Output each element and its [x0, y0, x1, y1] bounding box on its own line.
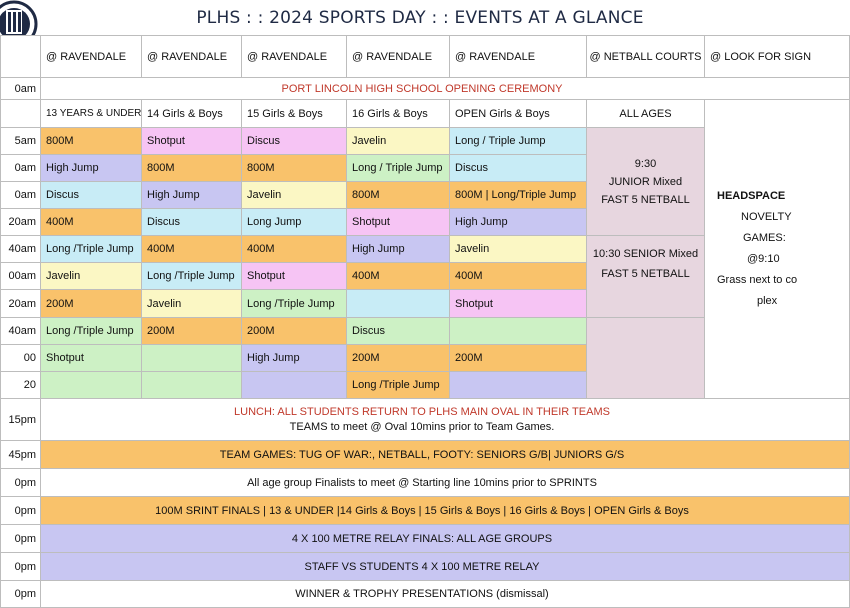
group-cell: ALL AGES	[587, 100, 705, 128]
event-cell: Shotput	[41, 345, 142, 372]
event-cell: Shotput	[242, 263, 347, 290]
location-cell: @ RAVENDALE	[41, 36, 142, 78]
junior-netball-cell	[587, 128, 705, 236]
event-cell: High Jump	[41, 155, 142, 182]
headspace-line: Grass next to co	[717, 274, 798, 286]
headspace-cell	[705, 100, 850, 399]
event-cell: 200M	[142, 318, 242, 345]
location-cell: @ RAVENDALE	[142, 36, 242, 78]
event-cell	[41, 372, 142, 399]
time-cell: 00	[1, 345, 41, 372]
time-cell: 20am	[1, 209, 41, 236]
time-cell: 40am	[1, 236, 41, 263]
time-cell: 0am	[1, 78, 41, 100]
event-cell: 400M	[450, 263, 587, 290]
page-title: PLHS : : 2024 SPORTS DAY : : EVENTS AT A GLANCE	[196, 8, 644, 28]
event-cell: 400M	[41, 209, 142, 236]
lunch-row	[1, 399, 850, 441]
event-cell: Discus	[142, 209, 242, 236]
event-cell: 800M	[41, 128, 142, 155]
netball-format: FAST 5 NETBALL	[601, 193, 690, 206]
lunch-line: TEAMS to meet @ Oval 10mins prior to Team Games.	[289, 420, 555, 433]
group-cell: OPEN Girls & Boys	[450, 100, 587, 128]
staff-relay-cell: STAFF VS STUDENTS 4 X 100 METRE RELAY	[41, 553, 850, 581]
time-cell: 0am	[1, 155, 41, 182]
event-cell: High Jump	[142, 182, 242, 209]
time-cell: 0pm	[1, 469, 41, 497]
opening-row	[1, 78, 850, 100]
event-cell: 800M | Long/Triple Jump	[450, 182, 587, 209]
netball-empty-cell	[587, 318, 705, 399]
event-cell: Discus	[347, 318, 450, 345]
finalists-cell: All age group Finalists to meet @ Starting line 10mins prior to SPRINTS	[41, 469, 850, 497]
event-cell: 400M	[347, 263, 450, 290]
lunch-cell	[41, 399, 850, 441]
netball-format: FAST 5 NETBALL	[601, 268, 690, 280]
event-cell: 200M	[41, 290, 142, 318]
group-cell: 15 Girls & Boys	[242, 100, 347, 128]
headspace-line: @9:10	[747, 253, 780, 265]
event-cell: Long /Triple Jump	[41, 236, 142, 263]
presentations-row	[1, 581, 850, 608]
headspace-title: HEADSPACE	[717, 190, 786, 202]
team-games-row	[1, 441, 850, 469]
event-cell: Long Jump	[242, 209, 347, 236]
time-cell: 00am	[1, 263, 41, 290]
netball-time: 9:30	[634, 157, 657, 170]
event-cell: Long /Triple Jump	[142, 263, 242, 290]
senior-netball-cell	[587, 236, 705, 318]
corner-cell	[1, 36, 41, 78]
event-cell: Javelin	[142, 290, 242, 318]
event-cell: 400M	[242, 236, 347, 263]
event-cell: Shotput	[142, 128, 242, 155]
event-cell: Shotput	[347, 209, 450, 236]
headspace-line: plex	[757, 295, 778, 307]
event-cell	[450, 372, 587, 399]
event-cell	[347, 290, 450, 318]
event-cell: 200M	[347, 345, 450, 372]
sprint-finals-row	[1, 497, 850, 525]
time-cell: 20am	[1, 290, 41, 318]
event-cell	[142, 345, 242, 372]
time-cell: 0pm	[1, 581, 41, 608]
event-cell: Discus	[242, 128, 347, 155]
event-cell: High Jump	[450, 209, 587, 236]
event-cell: 200M	[450, 345, 587, 372]
event-cell: 800M	[242, 155, 347, 182]
event-cell: Long /Triple Jump	[242, 290, 347, 318]
time-cell: 0pm	[1, 525, 41, 553]
event-cell: Javelin	[242, 182, 347, 209]
group-cell: 13 YEARS & UNDER	[41, 100, 142, 128]
headspace-line: GAMES:	[743, 232, 786, 244]
netball-division: JUNIOR Mixed	[608, 175, 683, 188]
time-cell: 0am	[1, 182, 41, 209]
location-cell: @ NETBALL COURTS	[587, 36, 705, 78]
sprint-finals-cell: 100M SRINT FINALS | 13 & UNDER |14 Girls & Boys | 15 Girls & Boys | 16 Girls & Boys | OPEN Girls & Boys	[41, 497, 850, 525]
relay-finals-row	[1, 525, 850, 553]
event-cell: Discus	[450, 155, 587, 182]
event-cell: Discus	[41, 182, 142, 209]
lunch-line: LUNCH: ALL STUDENTS RETURN TO PLHS MAIN OVAL IN THEIR TEAMS	[234, 405, 610, 418]
event-cell: 400M	[142, 236, 242, 263]
headspace-line: NOVELTY	[741, 211, 792, 223]
event-cell: 200M	[242, 318, 347, 345]
event-cell: Javelin	[347, 128, 450, 155]
staff-relay-row	[1, 553, 850, 581]
location-cell: @ RAVENDALE	[242, 36, 347, 78]
time-cell: 0pm	[1, 497, 41, 525]
group-cell: 16 Girls & Boys	[347, 100, 450, 128]
event-cell	[450, 318, 587, 345]
location-cell: @ RAVENDALE	[450, 36, 587, 78]
events-table	[0, 35, 850, 608]
event-cell	[242, 372, 347, 399]
team-games-cell: TEAM GAMES: TUG OF WAR:, NETBALL, FOOTY: SENIORS G/B| JUNIORS G/S	[41, 441, 850, 469]
time-cell: 5am	[1, 128, 41, 155]
event-cell: Javelin	[41, 263, 142, 290]
event-cell: 800M	[347, 182, 450, 209]
time-cell: 40am	[1, 318, 41, 345]
group-cell: 14 Girls & Boys	[142, 100, 242, 128]
event-cell: Long / Triple Jump	[347, 155, 450, 182]
location-row	[1, 36, 850, 78]
relay-finals-cell: 4 X 100 METRE RELAY FINALS: ALL AGE GROUPS	[41, 525, 850, 553]
event-cell: Javelin	[450, 236, 587, 263]
time-cell: 0pm	[1, 553, 41, 581]
finalists-row	[1, 469, 850, 497]
location-cell: @ LOOK FOR SIGN	[705, 36, 850, 78]
time-cell: 20	[1, 372, 41, 399]
event-cell: High Jump	[347, 236, 450, 263]
event-cell	[142, 372, 242, 399]
event-cell: 800M	[142, 155, 242, 182]
event-cell: Long /Triple Jump	[41, 318, 142, 345]
presentations-cell: WINNER & TROPHY PRESENTATIONS (dismissal)	[41, 581, 850, 608]
event-cell: Long / Triple Jump	[450, 128, 587, 155]
opening-ceremony: PORT LINCOLN HIGH SCHOOL OPENING CEREMONY	[41, 78, 850, 100]
time-cell: 15pm	[1, 399, 41, 441]
location-cell: @ RAVENDALE	[347, 36, 450, 78]
event-cell: Shotput	[450, 290, 587, 318]
group-row	[1, 100, 850, 128]
time-cell: 45pm	[1, 441, 41, 469]
event-cell: Long /Triple Jump	[347, 372, 450, 399]
event-cell: High Jump	[242, 345, 347, 372]
netball-division: 10:30 SENIOR Mixed	[592, 248, 699, 260]
